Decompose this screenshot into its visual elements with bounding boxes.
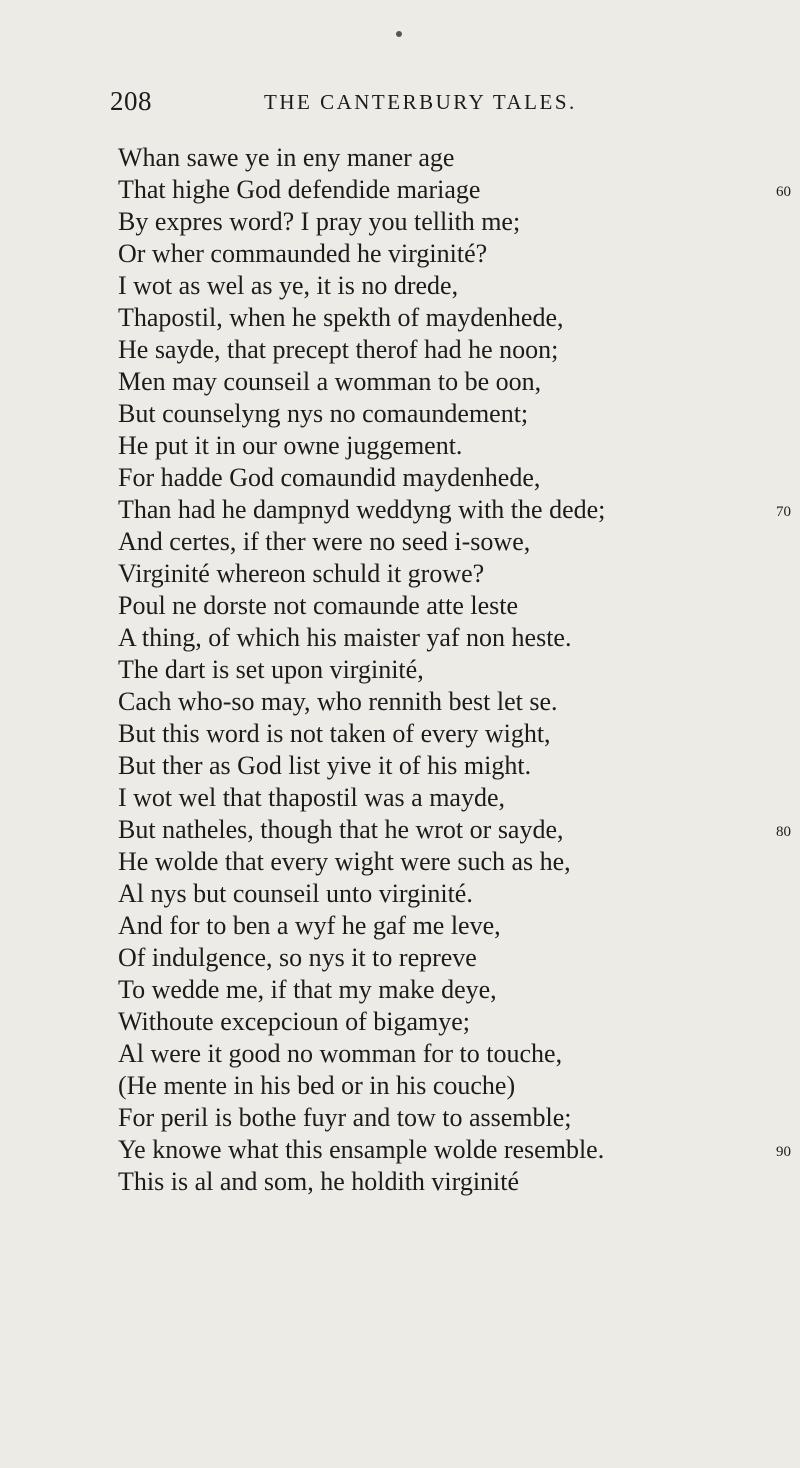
verse-line: For hadde God comaundid maydenhede, [118,463,541,492]
verse-line: But natheles, though that he wrot or sayde, [118,815,564,844]
verse-line: Withoute excepcioun of bigamye; [118,1007,471,1036]
verse-line: And for to ben a wyf he gaf me leve, [118,911,501,940]
verse-line: I wot as wel as ye, it is no drede, [118,271,459,300]
page-number: 208 [110,86,152,116]
verse-line: Poul ne dorste not comaunde atte leste [118,591,519,620]
verse-line: Men may counseil a womman to be oon, [118,367,542,396]
verse-line: For peril is bothe fuyr and tow to assemble; [118,1103,572,1132]
line-number: 60 [776,184,791,200]
print-speck [396,31,402,37]
page-header [110,86,670,126]
verse-line: By expres word? I pray you tellith me; [118,207,521,236]
verse-line: But ther as God list yive it of his might. [118,751,532,780]
verse-line: Al nys but counseil unto virginité. [118,879,473,908]
verse-line: That highe God defendide mariage [118,175,481,204]
verse-line: (He mente in his bed or in his couche) [118,1071,516,1100]
verse-line: But this word is not taken of every wight, [118,719,551,748]
verse-line: And certes, if ther were no seed i-sowe, [118,527,531,556]
line-number: 70 [776,504,791,520]
line-number: 90 [776,1144,791,1160]
verse-line: Cach who-so may, who rennith best let se. [118,687,558,716]
verse-line: Virginité whereon schuld it growe? [118,559,485,588]
verse-line: He wolde that every wight were such as he, [118,847,571,876]
verse-line: Than had he dampnyd weddyng with the dede; [118,495,606,524]
running-head: THE CANTERBURY TALES. [264,90,577,114]
verse-line: The dart is set upon virginité, [118,655,424,684]
verse-line: Of indulgence, so nys it to repreve [118,943,477,972]
verse-line: Or wher commaunded he virginité? [118,239,488,268]
verse-line: Ye knowe what this ensample wolde resemble. [118,1135,605,1164]
verse-line: A thing, of which his maister yaf non heste. [118,623,572,652]
verse-line: He sayde, that precept therof had he noon; [118,335,559,364]
line-number: 80 [776,824,791,840]
verse-line: But counselyng nys no comaundement; [118,399,529,428]
verse-line: He put it in our owne juggement. [118,431,463,460]
verse-line: I wot wel that thapostil was a mayde, [118,783,506,812]
verse-line: Thapostil, when he spekth of maydenhede, [118,303,564,332]
verse-line: Whan sawe ye in eny maner age [118,143,455,172]
verse-line: Al were it good no womman for to touche, [118,1039,563,1068]
verse-line: To wedde me, if that my make deye, [118,975,497,1004]
verse-line: This is al and som, he holdith virginité [118,1167,520,1196]
